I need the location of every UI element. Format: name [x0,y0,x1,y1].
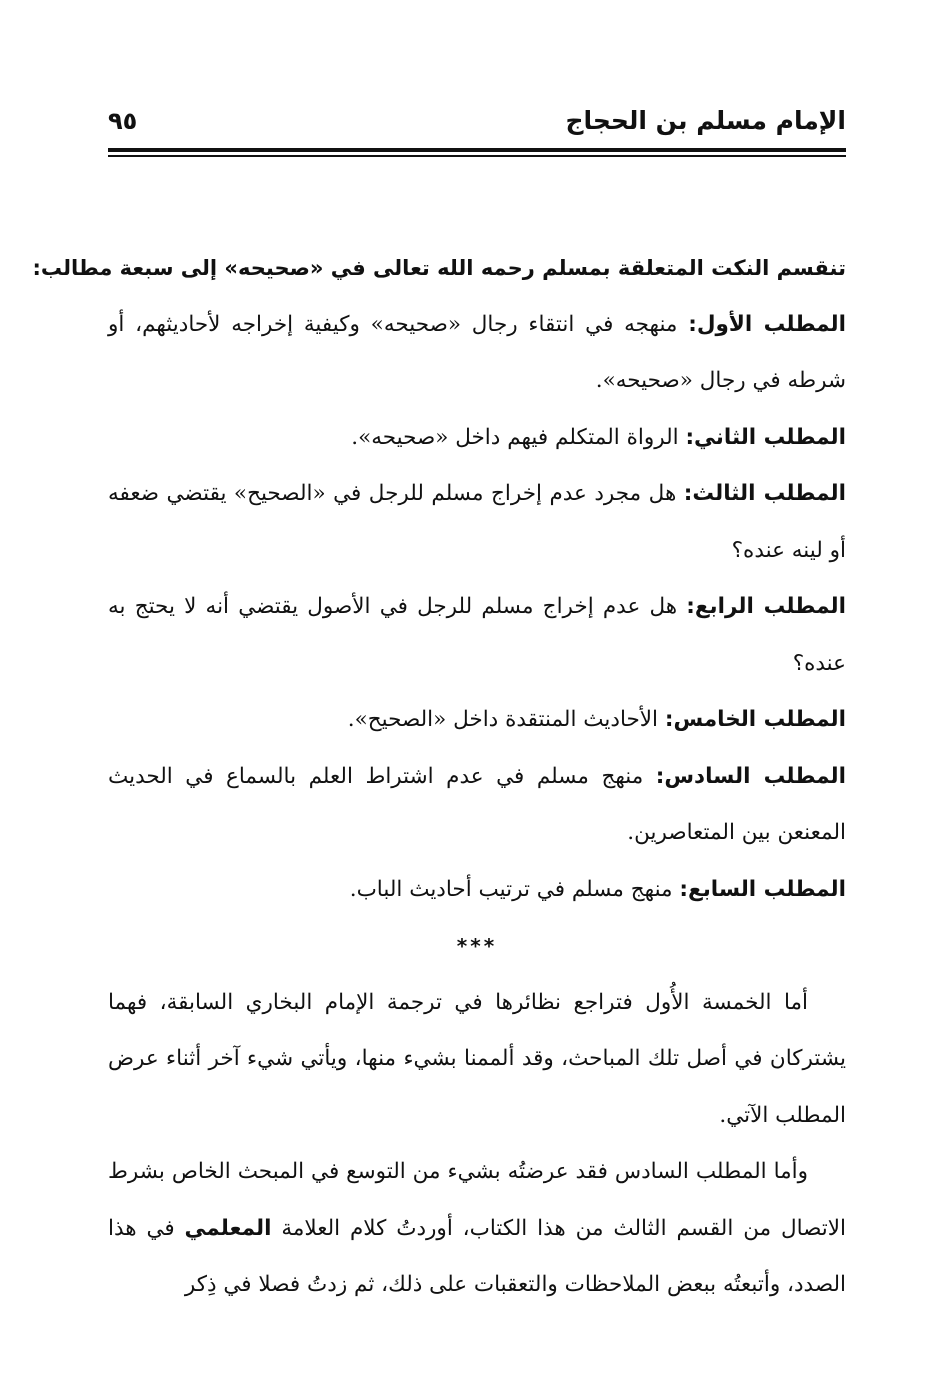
paragraph-2-start: وأما المطلب السادس فقد عرضتُه بشيء من التوسع في المبحث الخاص بشرط الاتصال من القسم الثالث من هذا الكتاب، أوردتُ كلام العلامة [108,1159,846,1241]
header-rule-thin [108,155,846,157]
matlab-label: المطلب الثاني: [685,424,846,450]
running-title: الإمام مسلم بن الحجاج [565,106,846,135]
matlab-text: منهجه في انتقاء رجال «صحيحه» وكيفية إخراجه لأحاديثهم، أو شرطه في رجال «صحيحه». [108,311,846,393]
scholar-name: المعلمي [184,1215,272,1241]
page-number: ٩٥ [108,107,138,135]
paragraph-2-end: في هذا الصدد، وأتبعتُه ببعض الملاحظات والتعقبات على ذلك، ثم زدتُ فصلا في ذِكر [108,1215,846,1297]
matlab-text: منهج مسلم في عدم اشتراط العلم بالسماع في الحديث المعنعن بين المتعاصرين. [108,763,846,845]
matlab-2 [108,410,846,467]
matlab-label: المطلب الرابع: [686,594,846,619]
matlab-label: المطلب الأول: [688,311,846,337]
matlab-text: الأحاديث المنتقدة داخل «الصحيح». [347,707,659,732]
section-separator: *** [456,934,498,958]
matlab-text: هل عدم إخراج مسلم للرجل في الأصول يقتضي أنه لا يحتج به عنده؟ [108,594,846,676]
intro-heading: تنقسم النكت المتعلقة بمسلم رحمه الله تعالى في «صحيحه» إلى سبعة مطالب: [32,256,846,280]
matlab-text: هل مجرد عدم إخراج مسلم للرجل في «الصحيح» يقتضي ضعفه أو لينه عنده؟ [108,481,846,563]
matlab-3 [108,466,846,579]
matlab-label: المطلب الخامس: [664,707,846,732]
matlab-1 [108,297,846,410]
matlab-4 [108,579,846,692]
matlab-label: المطلب السادس: [655,763,846,789]
running-head [108,104,846,144]
paragraph-1: أما الخمسة الأُول فتراجع نظائرها في ترجمة الإمام البخاري السابقة، فهما يشتركان في أصل تلك المباحث، وقد ألممنا بشيء منها، ويأتي شيء آخر أثناء عرض المطلب الآتي. [108,989,846,1128]
matlab-6 [108,749,846,862]
body-text [32,240,846,1314]
matlab-label: المطلب السابع: [679,876,846,902]
matlab-text: منهج مسلم في ترتيب أحاديث الباب. [349,876,673,902]
matlab-label: المطلب الثالث: [683,481,846,506]
matlab-text: الرواة المتكلم فيهم داخل «صحيحه». [351,424,679,450]
matlab-7 [108,862,846,919]
header-rule-thick [108,148,846,152]
matlab-5 [108,692,846,749]
paragraph-2 [108,1144,846,1314]
page [32,0,846,1387]
